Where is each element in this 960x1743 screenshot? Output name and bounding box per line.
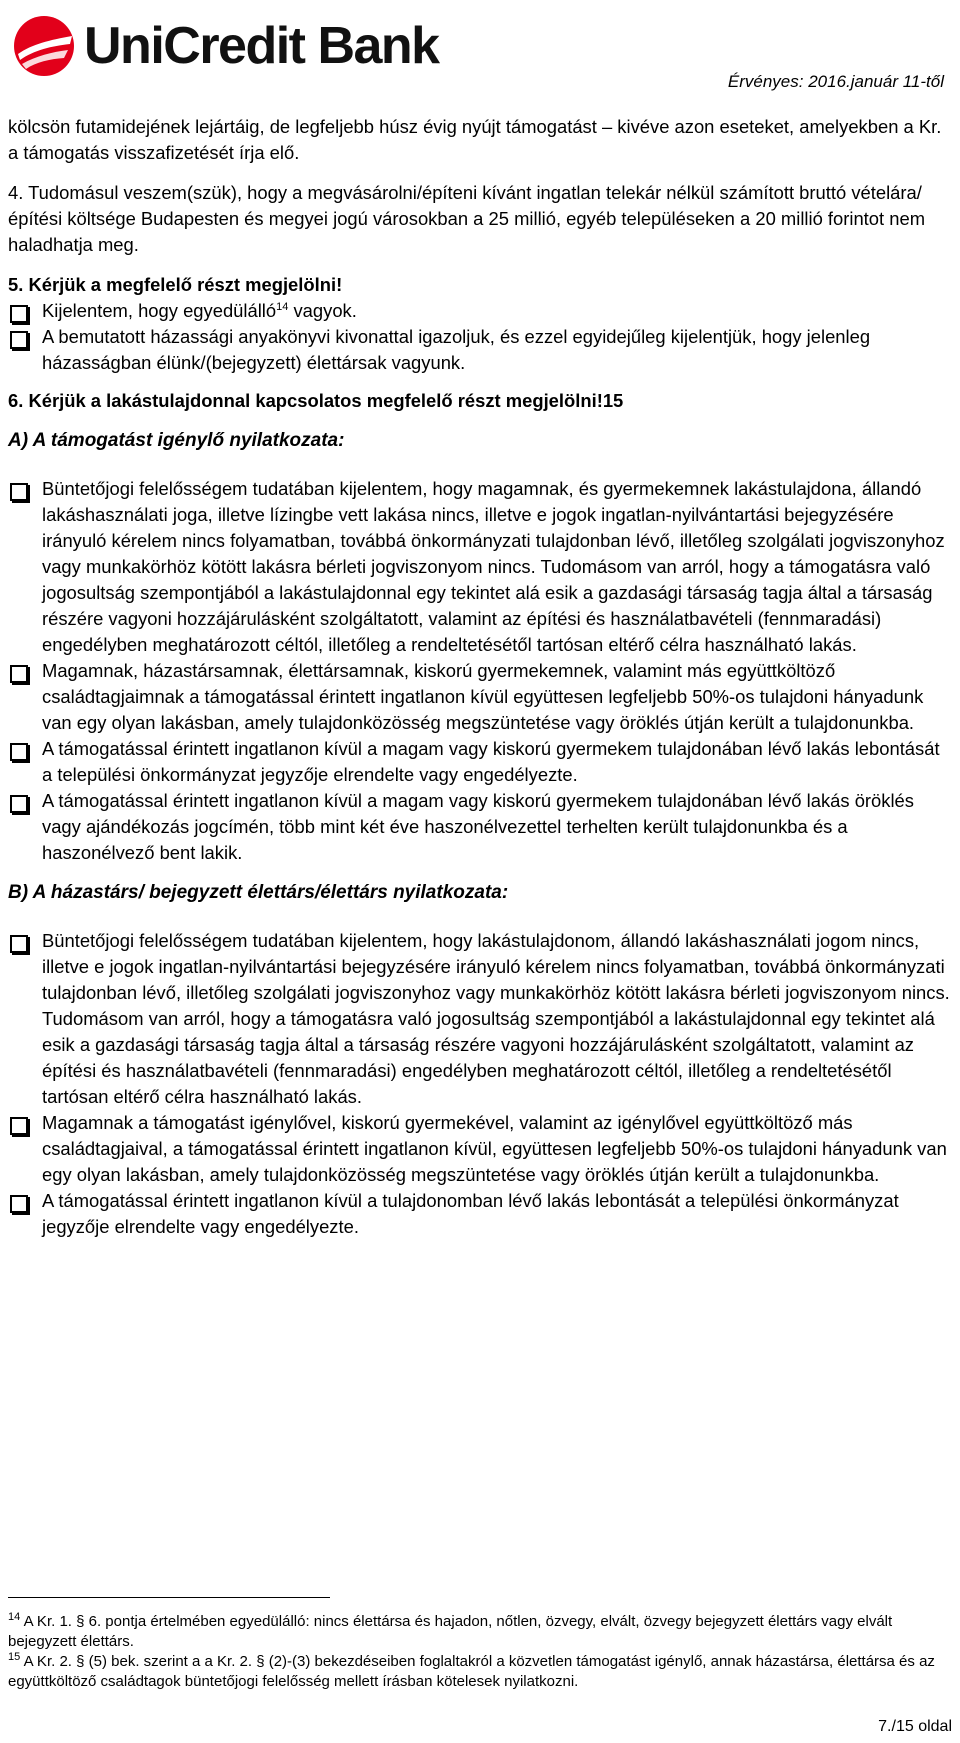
- section-5-heading: 5. Kérjük a megfelelő részt megjelölni!: [8, 274, 343, 295]
- option-label: A bemutatott házassági anyakönyvi kivonattal igazoljuk, és ezzel egyidejűleg kijelentjük, hogy jelenleg házasságban élünk/(bejegyzett) élettársak vagyunk.: [42, 326, 871, 373]
- section-5-option-married[interactable]: [8, 324, 952, 376]
- part-b-option[interactable]: [8, 928, 952, 1110]
- checkbox-icon[interactable]: [8, 736, 42, 762]
- validity-date: Érvényes: 2016.január 11-től: [727, 72, 944, 91]
- unicredit-logo-icon: [12, 14, 76, 78]
- footnote-text: A Kr. 1. § 6. pontja értelmében egyedülálló: nincs élettársa és hajadon, nőtlen, özvegy, elvált, özvegy bejegyzett élettárs vagy elvált bejegyzett élettárs.: [8, 1613, 893, 1650]
- footnote-number: 15: [8, 1651, 21, 1663]
- option-label: [42, 298, 952, 324]
- footnote-14: [8, 1612, 952, 1652]
- part-a-option[interactable]: [8, 736, 952, 788]
- option-label: A támogatással érintett ingatlanon kívül a magam vagy kiskorú gyermekem tulajdonában lévő lakás öröklés vagy ajándékozás jogcímén, több mint két éve haszonélvezettel terhelten került tulajdonunkba és a haszonélvező bent lakik.: [42, 790, 914, 863]
- logo-text: UniCredit Bank: [84, 17, 439, 75]
- option-label: A támogatással érintett ingatlanon kívül a magam vagy kiskorú gyermekem tulajdonában lévő lakás lebontását a települési önkormányzat jegyzője elrendelte vagy engedélyezte.: [42, 738, 940, 785]
- option-label: Büntetőjogi felelősségem tudatában kijelentem, hogy lakástulajdonom, állandó lakáshasználati jogom nincs, illetve e jogok ingatlan-nyilvántartási bejegyzésére irányuló kérelem nincs folyamatban, továbbá önkormányzati tulajdonban lévő, illetőleg szolgálati jogviszonyhoz vagy munkakörhöz kötött lakásra bérleti jogviszonyom nincs. Tudomásom van arról, hogy a támogatásra való jogosultság szempontjából a lakástulajdonnal egy tekintet alá esik a gazdasági társaság tagja által a társaság részére vagyoni hozzájárulásként szolgáltatott, valamint az építési és használatbavételi (fennmaradási) engedélyben meghatározott céltól, illetőleg a rendeltetésétől tartósan eltérő célra használható lakás.: [42, 930, 950, 1107]
- checkbox-icon[interactable]: [8, 788, 42, 814]
- footnotes: [8, 1597, 952, 1692]
- page-header: [8, 12, 952, 91]
- footnote-15: [8, 1652, 952, 1692]
- part-a-heading: A) A támogatást igénylő nyilatkozata:: [8, 430, 345, 451]
- document-body: [8, 114, 952, 1240]
- checkbox-icon[interactable]: [8, 658, 42, 684]
- part-a-option[interactable]: [8, 476, 952, 658]
- item-4-paragraph: 4. Tudomásul veszem(szük), hogy a megvásárolni/építeni kívánt ingatlan telekár nélkül számított bruttó vételára/építési költsége Budapesten és megyei jogú városokban a 25 millió, egyéb településeken a 20 millió forintot nem haladhatja meg.: [8, 182, 926, 255]
- unicredit-logo: [12, 14, 439, 78]
- part-b-heading: B) A házastárs/ bejegyzett élettárs/élettárs nyilatkozata:: [8, 882, 509, 903]
- checkbox-icon[interactable]: [8, 928, 42, 954]
- page-number: 7./15 oldal: [878, 1718, 952, 1735]
- part-b-option[interactable]: [8, 1188, 952, 1240]
- checkbox-icon[interactable]: [8, 476, 42, 502]
- part-b-option[interactable]: [8, 1110, 952, 1188]
- footnote-text: A Kr. 2. § (5) bek. szerint a a Kr. 2. § (2)-(3) bekezdéseiben foglaltakról a közvetlen támogatást igénylő, annak házastársa, élettársa és az együttköltöző családtagok büntetőjogi felelősség mellett írásban kötelesek nyilatkozni.: [8, 1653, 935, 1690]
- part-a-option[interactable]: [8, 658, 952, 736]
- checkbox-icon[interactable]: [8, 324, 42, 350]
- option-label: Magamnak a támogatást igénylővel, kiskorú gyermekével, valamint az igénylővel együttköltöző más családtagjaival, a támogatással érintett ingatlanon kívül, együttesen legfeljebb 50%-os tulajdoni hányadunk van egy olyan lakásban, amely tulajdonközösség megszüntetése vagy öröklés útján került a tulajdonunkba.: [42, 1112, 947, 1185]
- footnote-ref-14: 14: [276, 300, 289, 313]
- option-label: Magamnak, házastársamnak, élettársamnak, kiskorú gyermekemnek, valamint más együttköltöző családtagjaimnak a támogatással érintett ingatlanon kívül együttesen legfeljebb 50%-os tulajdoni hányadunk van egy olyan lakásban, amely tulajdonközösség megszüntetése vagy öröklés útján került a tulajdonunkba.: [42, 660, 924, 733]
- checkbox-icon[interactable]: [8, 1188, 42, 1214]
- footnote-number: 14: [8, 1611, 21, 1623]
- option-label: Büntetőjogi felelősségem tudatában kijelentem, hogy magamnak, és gyermekemnek lakástulajdona, állandó lakáshasználati joga, illetve lízingbe vett lakása nincs, illetve e jogok ingatlan-nyilvántartási bejegyzésére irányuló kérelem nincs folyamatban, továbbá önkormányzati tulajdonban lévő, illetőleg szolgálati jogviszonyhoz vagy munkakörhöz kötött lakásra bérleti jogviszonyom nincs. Tudomásom van arról, hogy a támogatásra való jogosultság szempontjából a lakástulajdonnal egy tekintet alá esik a gazdasági társaság tagja által a társaság részére vagyoni hozzájárulásként szolgáltatott, valamint az építési és használatbavételi (fennmaradási) engedélyben meghatározott céltól, illetőleg a rendeltetésétől tartósan eltérő célra használható lakás.: [42, 478, 945, 655]
- checkbox-icon[interactable]: [8, 1110, 42, 1136]
- section-6-heading: 6. Kérjük a lakástulajdonnal kapcsolatos megfelelő részt megjelölni!15: [8, 390, 624, 411]
- footnote-divider: [8, 1597, 330, 1598]
- checkbox-icon[interactable]: [8, 298, 42, 324]
- option-label: A támogatással érintett ingatlanon kívül a tulajdonomban lévő lakás lebontását a települési önkormányzat jegyzője elrendelte vagy engedélyezte.: [42, 1190, 899, 1237]
- section-5-option-single[interactable]: [8, 298, 952, 324]
- option-text-end: vagyok.: [288, 300, 357, 321]
- option-text: Kijelentem, hogy egyedülálló: [42, 300, 277, 321]
- part-a-option[interactable]: [8, 788, 952, 866]
- intro-paragraph: kölcsön futamidejének lejártáig, de legfeljebb húsz évig nyújt támogatást – kivéve azon eseteket, amelyekben a Kr. a támogatás visszafizetését írja elő.: [8, 116, 942, 163]
